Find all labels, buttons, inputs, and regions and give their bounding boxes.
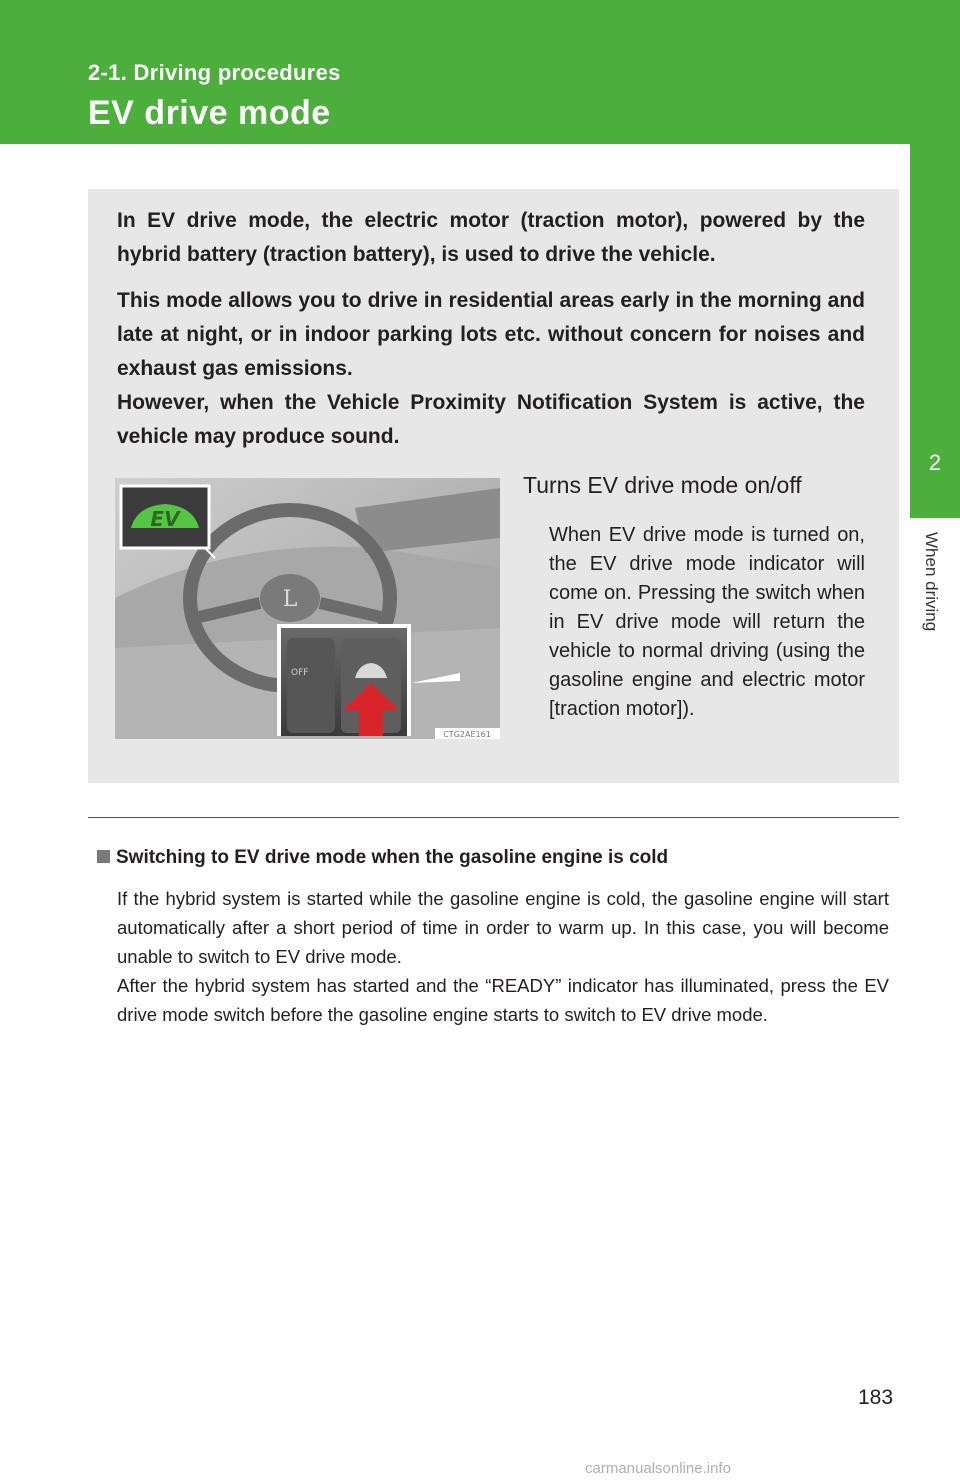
watermark: carmanualsonline.info (585, 1460, 731, 1477)
page-number: 183 (858, 1386, 894, 1409)
ev-indicator-text: EV (150, 507, 180, 531)
note-line: If the hybrid system is started while the gasoline engine is cold, the gasoline engine will start automatically after a short period of time in order to warm up. In this case, you will become unable to switch to EV drive mode. (117, 888, 889, 967)
image-code: CTG2AE161 (443, 730, 491, 739)
note-heading-text: Switching to EV drive mode when the gasoline engine is cold (116, 847, 669, 868)
square-bullet-icon (97, 850, 110, 863)
switch-off-label: OFF (291, 668, 309, 678)
ev-switch-illustration (115, 478, 500, 739)
intro-paragraph-2 (117, 284, 865, 454)
chapter-label: When driving (922, 532, 941, 632)
page-title: EV drive mode (88, 94, 331, 132)
note-heading (97, 847, 668, 869)
intro-line: This mode allows you to drive in residential areas early in the morning and late at night, or in indoor parking lots etc. without concern for noises and exhaust gas emissions. (117, 289, 865, 380)
caption-title: Turns EV drive mode on/off (523, 472, 802, 498)
intro-paragraph-1: In EV drive mode, the electric motor (traction motor), powered by the hybrid battery (traction battery), is used to drive the vehicle. (117, 209, 865, 266)
section-divider (88, 817, 899, 818)
svg-text:L: L (282, 587, 298, 612)
note-line: After the hybrid system has started and the “READY” indicator has illuminated, press the EV drive mode switch before the gasoline engine starts to switch to EV drive mode. (117, 975, 889, 1025)
caption-body: When EV drive mode is turned on, the EV drive mode indicator will come on. Pressing the switch when in EV drive mode will return the vehicle to normal driving (using the gasoline engine and electric motor [traction motor]). (549, 524, 865, 720)
chapter-number: 2 (928, 450, 942, 475)
intro-line: However, when the Vehicle Proximity Notification System is active, the vehicle may produce sound. (117, 391, 865, 448)
chapter-label-vertical (919, 532, 949, 672)
note-body (117, 884, 889, 1029)
section-label: 2-1. Driving procedures (88, 60, 341, 85)
chapter-header (0, 0, 960, 144)
